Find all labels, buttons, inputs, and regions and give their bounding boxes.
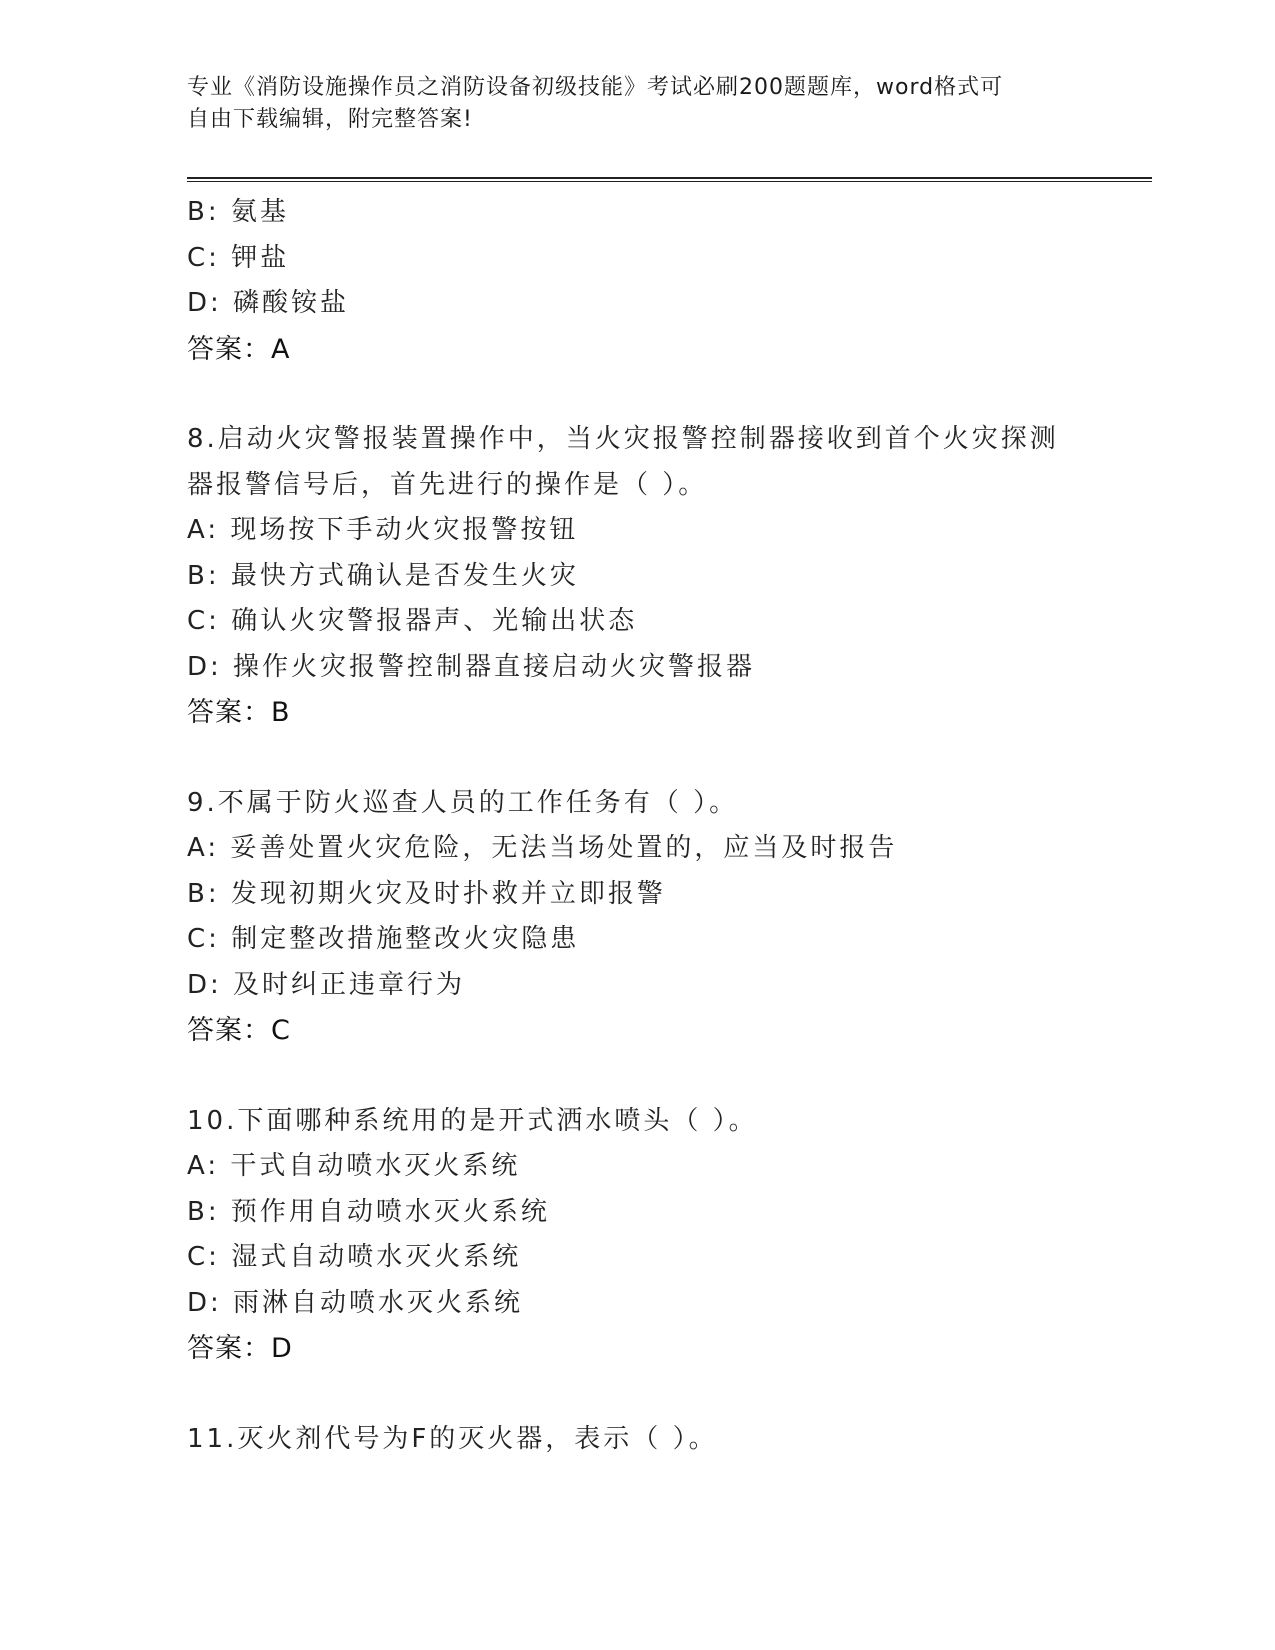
question-stem-line: 11.灭火剂代号为F的灭火器，表示（ ）。 bbox=[187, 1423, 718, 1454]
answer-line: 答案：B bbox=[187, 697, 291, 728]
option-d: D: 操作火灾报警控制器直接启动火灾警报器 bbox=[187, 651, 756, 682]
question-stem-line: 器报警信号后，首先进行的操作是（ ）。 bbox=[187, 469, 708, 500]
option-a: A: 妥善处置火灾危险，无法当场处置的，应当及时报告 bbox=[187, 833, 898, 863]
question-stem-line: 9.不属于防火巡查人员的工作任务有（ ）。 bbox=[187, 787, 739, 818]
question-10 bbox=[187, 1099, 1117, 1372]
option-d: D: 及时纠正违章行为 bbox=[187, 969, 466, 1000]
option-b: B: 氨基 bbox=[187, 197, 289, 227]
question-9 bbox=[187, 781, 1117, 1054]
answer-line: 答案：C bbox=[187, 1015, 291, 1046]
question-7-continued bbox=[187, 190, 1117, 372]
option-c: C: 钾盐 bbox=[187, 242, 290, 273]
question-stem-line: 8.启动火灾警报装置操作中，当火灾报警控制器接收到首个火灾探测 bbox=[187, 424, 1059, 454]
option-b: B: 预作用自动喷水灭火系统 bbox=[187, 1196, 550, 1227]
page-header bbox=[187, 72, 1067, 136]
header-line-1: 专业《消防设施操作员之消防设备初级技能》考试必刷200题题库，word格式可 bbox=[187, 75, 1004, 100]
question-stem-line: 10.下面哪种系统用的是开式洒水喷头（ ）。 bbox=[187, 1105, 758, 1136]
option-c: C: 制定整改措施整改火灾隐患 bbox=[187, 924, 580, 954]
question-11 bbox=[187, 1417, 1117, 1463]
option-d: D: 雨淋自动喷水灭火系统 bbox=[187, 1287, 524, 1318]
header-divider bbox=[187, 177, 1152, 182]
answer-line: 答案：D bbox=[187, 1333, 293, 1364]
header-line-2: 自由下载编辑，附完整答案! bbox=[187, 107, 473, 132]
option-d: D: 磷酸铵盐 bbox=[187, 288, 350, 318]
option-b: B: 发现初期火灾及时扑救并立即报警 bbox=[187, 878, 666, 909]
question-list bbox=[187, 190, 1117, 1462]
question-8 bbox=[187, 417, 1117, 736]
answer-line: 答案：A bbox=[187, 333, 291, 365]
option-c: C: 湿式自动喷水灭火系统 bbox=[187, 1242, 522, 1272]
option-b: B: 最快方式确认是否发生火灾 bbox=[187, 560, 579, 591]
option-a: A: 现场按下手动火灾报警按钮 bbox=[187, 515, 579, 545]
option-c: C: 确认火灾警报器声、光输出状态 bbox=[187, 606, 638, 636]
option-a: A: 干式自动喷水灭火系统 bbox=[187, 1151, 521, 1181]
